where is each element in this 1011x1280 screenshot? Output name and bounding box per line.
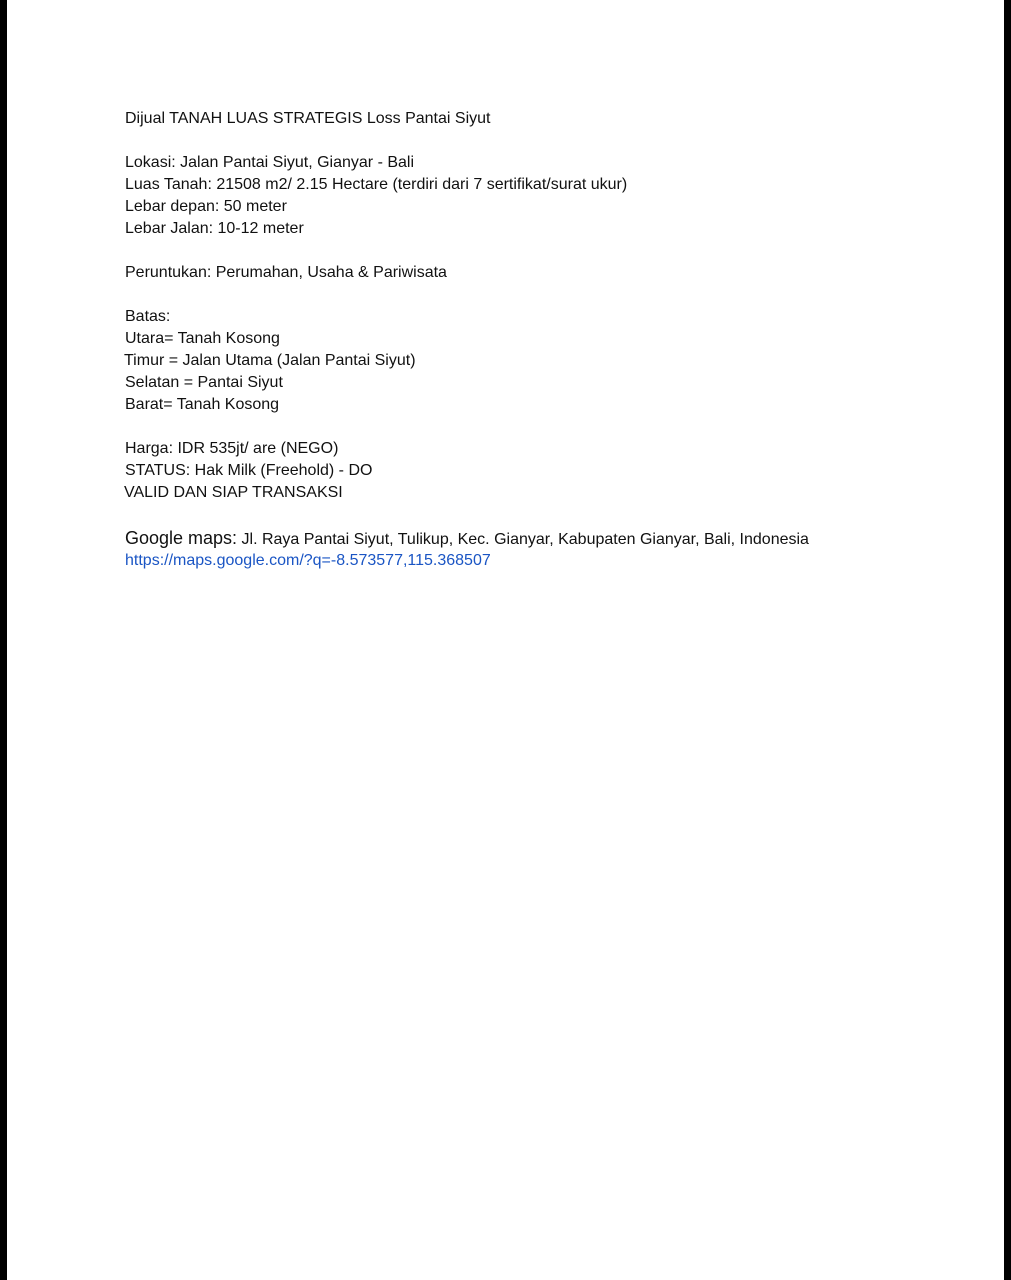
google-maps-address: Jl. Raya Pantai Siyut, Tulikup, Kec. Gianyar, Kabupaten Gianyar, Bali, Indonesia — [237, 531, 809, 548]
boundary-east: Timur = Jalan Utama (Jalan Pantai Siyut) — [124, 352, 416, 369]
document-page — [7, 0, 1004, 1280]
google-maps-label: Google maps: — [125, 528, 238, 548]
listing-title: Dijual TANAH LUAS STRATEGIS Loss Pantai Siyut — [125, 110, 491, 127]
price-line: Harga: IDR 535jt/ are (NEGO) — [125, 440, 339, 457]
boundary-south: Selatan = Pantai Siyut — [125, 374, 283, 391]
spacer — [125, 284, 945, 306]
boundary-west: Barat= Tanah Kosong — [125, 396, 280, 413]
boundaries-heading: Batas: — [125, 308, 171, 325]
document-content — [125, 108, 945, 572]
zoning-line: Peruntukan: Perumahan, Usaha & Pariwisata — [125, 264, 447, 281]
spacer — [125, 416, 945, 438]
spacer — [125, 240, 945, 262]
boundary-north: Utara= Tanah Kosong — [125, 330, 280, 347]
google-maps-line — [125, 527, 945, 550]
front-width-line: Lebar depan: 50 meter — [125, 198, 287, 215]
google-maps-link[interactable]: https://maps.google.com/?q=-8.573577,115.368507 — [125, 552, 491, 569]
valid-line: VALID DAN SIAP TRANSAKSI — [124, 484, 343, 501]
spacer — [125, 504, 945, 526]
land-area-line: Luas Tanah: 21508 m2/ 2.15 Hectare (terdiri dari 7 sertifikat/surat ukur) — [125, 176, 628, 193]
spacer — [125, 130, 945, 152]
road-width-line: Lebar Jalan: 10-12 meter — [125, 220, 304, 237]
status-line: STATUS: Hak Milk (Freehold) - DO — [125, 462, 373, 479]
location-line: Lokasi: Jalan Pantai Siyut, Gianyar - Bali — [125, 154, 415, 171]
